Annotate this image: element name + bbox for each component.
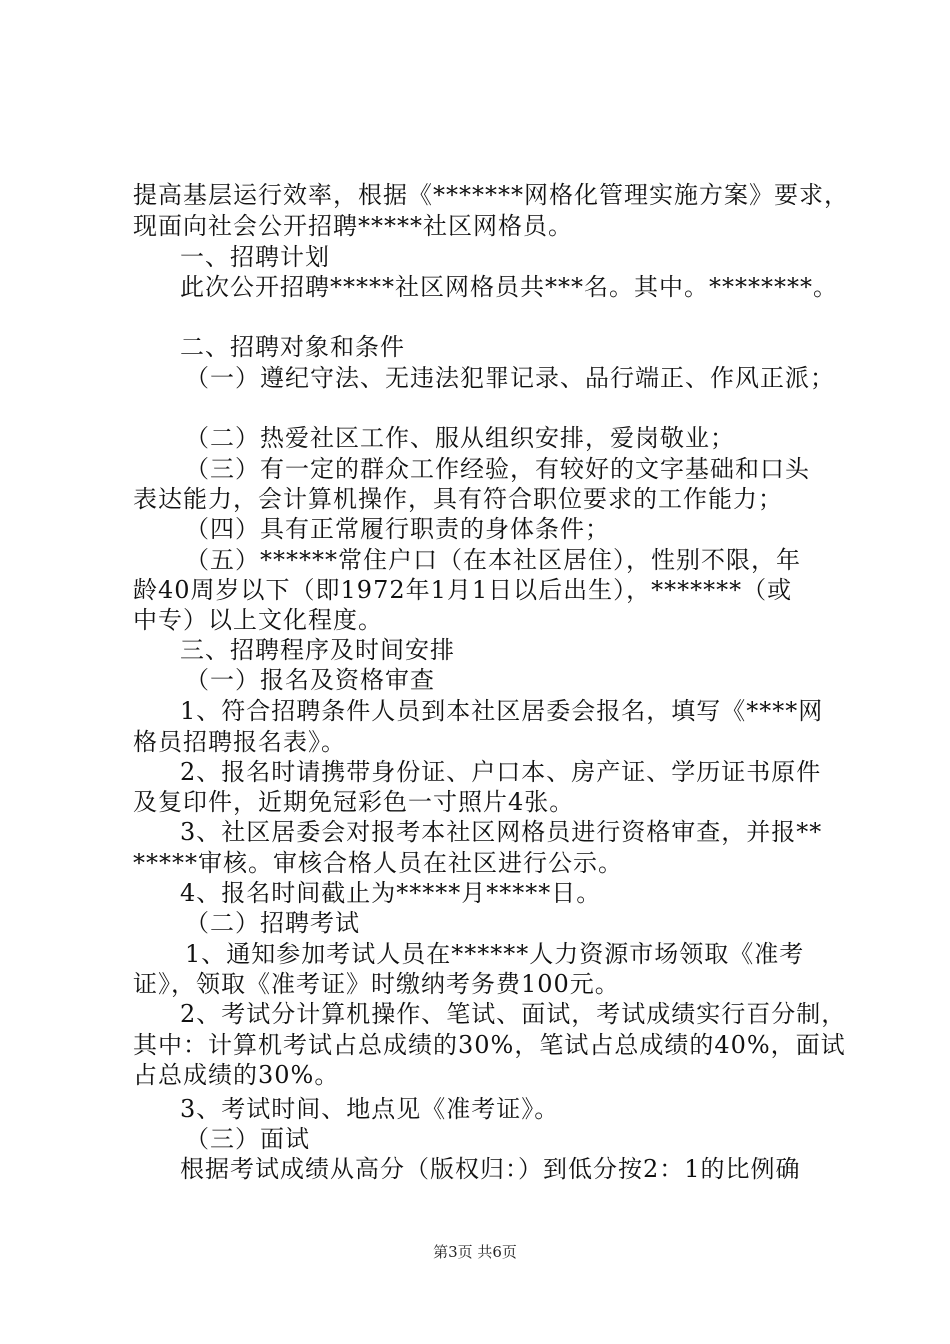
text-line: 4、报名时间截止为*****月*****日。 <box>180 879 602 907</box>
subsection-heading: （一）报名及资格审查 <box>185 666 435 694</box>
text-line: 3、社区居委会对报考本社区网格员进行资格审查，并报** <box>180 818 823 846</box>
text-line: 中专）以上文化程度。 <box>133 606 383 634</box>
text-line: 其中：计算机考试占总成绩的30%，笔试占总成绩的40%，面试 <box>133 1031 846 1059</box>
text-line: 证》，领取《准考证》时缴纳考务费100元。 <box>133 970 620 998</box>
subsection-heading: （二）招聘考试 <box>185 909 360 937</box>
text-line: 3、考试时间、地点见《准考证》。 <box>180 1095 560 1123</box>
text-line: （四）具有正常履行职责的身体条件； <box>185 515 610 543</box>
text-line: 此次公开招聘*****社区网格员共***名。其中。********。 <box>180 273 838 301</box>
text-line: 占总成绩的30%。 <box>133 1061 340 1089</box>
text-line: （三）有一定的群众工作经验，有较好的文字基础和口头 <box>185 455 810 483</box>
text-line: （一）遵纪守法、无违法犯罪记录、品行端正、作风正派； <box>185 364 835 392</box>
text-line: 龄40周岁以下（即1972年1月1日以后出生），*******（或 <box>133 576 793 604</box>
text-line: 及复印件，近期免冠彩色一寸照片4张。 <box>133 788 575 816</box>
page-footer: 第3页 共6页 <box>433 1243 517 1261</box>
text-line: 表达能力，会计算机操作，具有符合职位要求的工作能力； <box>133 485 783 513</box>
text-line: 2、报名时请携带身份证、户口本、房产证、学历证书原件 <box>180 758 822 786</box>
text-line: 格员招聘报名表》。 <box>133 728 346 756</box>
text-line: （五）******常住户口（在本社区居住），性别不限，年 <box>185 546 801 574</box>
text-line: 1、符合招聘条件人员到本社区居委会报名，填写《****网 <box>180 697 824 725</box>
text-line: 2、考试分计算机操作、笔试、面试，考试成绩实行百分制， <box>180 1000 847 1028</box>
subsection-heading: （三）面试 <box>185 1125 310 1153</box>
text-line: 现面向社会公开招聘*****社区网格员。 <box>133 212 573 240</box>
text-line: （二）热爱社区工作、服从组织安排，爱岗敬业； <box>185 424 735 452</box>
text-line: 提高基层运行效率，根据《*******网格化管理实施方案》要求， <box>133 181 849 209</box>
section-heading: 三、招聘程序及时间安排 <box>180 636 455 664</box>
section-heading: 二、招聘对象和条件 <box>180 333 405 361</box>
text-line: 1、通知参加考试人员在******人力资源市场领取《准考 <box>185 940 805 968</box>
text-line: 根据考试成绩从高分（版权归：）到低分按2：1的比例确 <box>180 1155 801 1183</box>
text-line: *****审核。审核合格人员在社区进行公示。 <box>133 849 623 877</box>
section-heading: 一、招聘计划 <box>180 243 330 271</box>
